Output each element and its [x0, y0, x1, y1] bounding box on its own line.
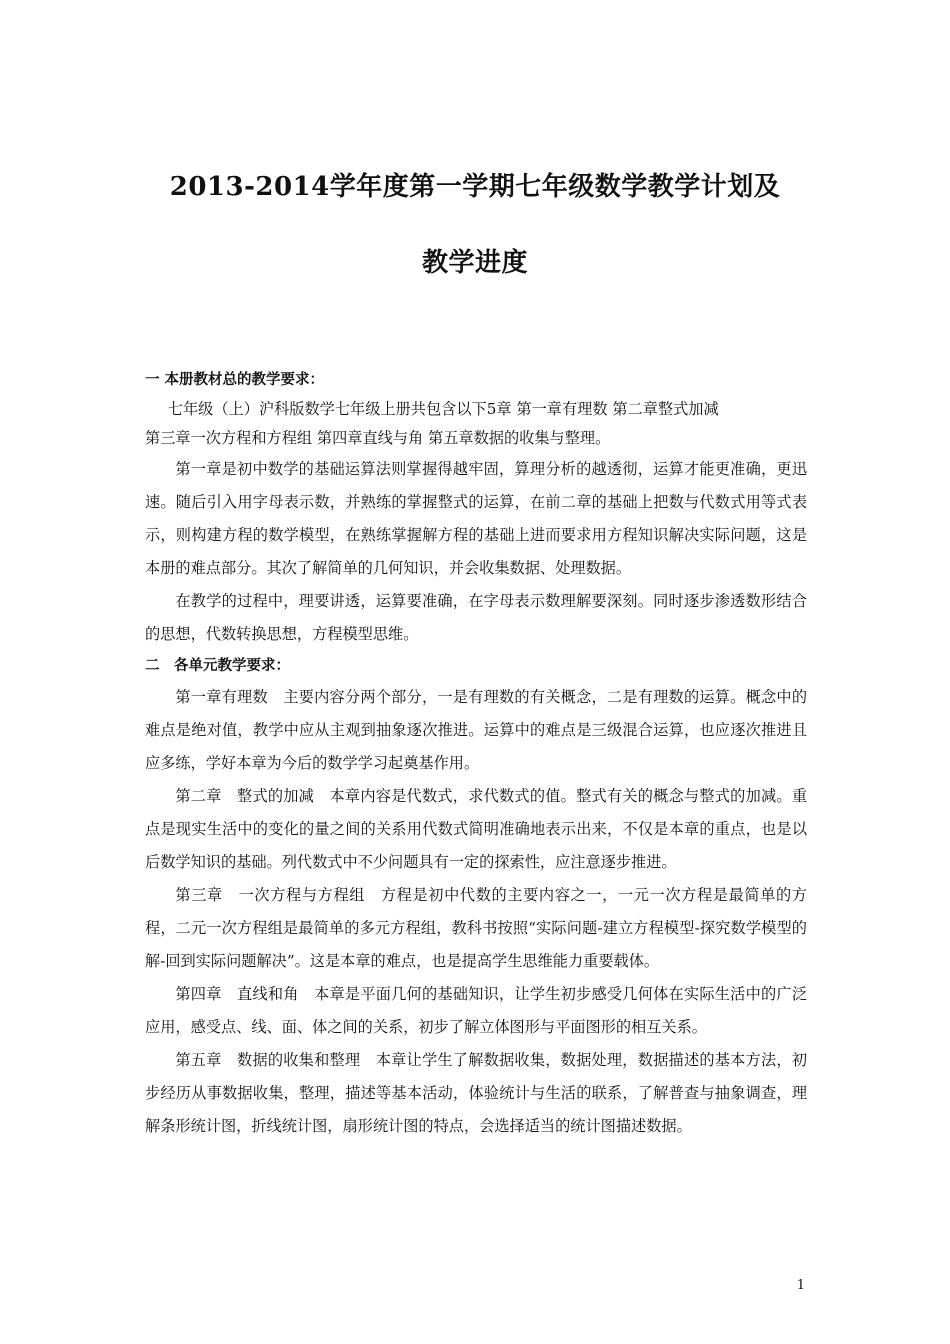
paragraph-chapter-4: 第四章 直线和角 本章是平面几何的基础知识，让学生初步感受几何体在实际生活中的广泛应用，感受点、线、面、体之间的关系，初步了解立体图形与平面图形的相互关系。	[145, 985, 807, 1036]
intro-line-1: 七年级（上）沪科版数学七年级上册共包含以下5章 第一章有理数 第二章整式加减	[167, 400, 719, 418]
paragraph-teaching-process: 在教学的过程中，理要讲透，运算要准确，在字母表示数理解要深刻。同时逐步渗透数形结合的思想，代数转换思想，方程模型思维。	[145, 592, 807, 643]
intro-line-2: 第三章一次方程和方程组 第四章直线与角 第五章数据的收集与整理。	[145, 429, 611, 447]
document-body	[145, 365, 807, 1143]
paragraph-chapter-5: 第五章 数据的收集和整理 本章让学生了解数据收集，数据处理，数据描述的基本方法，初步经历从事数据收集，整理，描述等基本活动，体验统计与生活的联系，了解普查与抽象调查，理解条形统计图，折线统计图，扇形统计图的特点，会选择适当的统计图描述数据。	[145, 1051, 807, 1135]
page-number: 1	[796, 1278, 805, 1293]
paragraph-overview: 第一章是初中数学的基础运算法则掌握得越牢固，算理分析的越透彻，运算才能更准确，更迅速。随后引入用字母表示数，并熟练的掌握整式的运算，在前二章的基础上把数与代数式用等式表示，则构建方程的数学模型，在熟练掌握解方程的基础上进而要求用方程知识解决实际问题，这是本册的难点部分。其次了解简单的几何知识，并会收集数据、处理数据。	[145, 460, 807, 577]
paragraph-chapter-1: 第一章有理数 主要内容分两个部分，一是有理数的有关概念，二是有理数的运算。概念中的难点是绝对值，教学中应从主观到抽象逐次推进。运算中的难点是三级混合运算，也应逐次推进且应多练，学好本章为今后的数学学习起奠基作用。	[145, 688, 807, 772]
section-heading-2: 二 各单元教学要求：	[145, 657, 290, 674]
document-title-line-2: 教学进度	[421, 248, 528, 278]
paragraph-chapter-2: 第二章 整式的加减 本章内容是代数式，求代数式的值。整式有关的概念与整式的加减。重点是现实生活中的变化的量之间的关系用代数式简明准确地表示出来，不仅是本章的重点，也是以后数学知识的基础。列代数式中不少问题具有一定的探索性，应注意逐步推进。	[145, 787, 807, 871]
document-title-line-1: 2013-2014学年度第一学期七年级数学教学计划及	[169, 172, 781, 202]
paragraph-chapter-3: 第三章 一次方程与方程组 方程是初中代数的主要内容之一，一元一次方程是最简单的方程，二元一次方程组是最简单的多元方程组，教科书按照“实际问题-建立方程模型-探究数学模型的解-回到实际问题解决”。这是本章的难点，也是提高学生思维能力重要载体。	[145, 886, 807, 970]
section-heading-1: 一 本册教材总的教学要求：	[145, 371, 325, 388]
